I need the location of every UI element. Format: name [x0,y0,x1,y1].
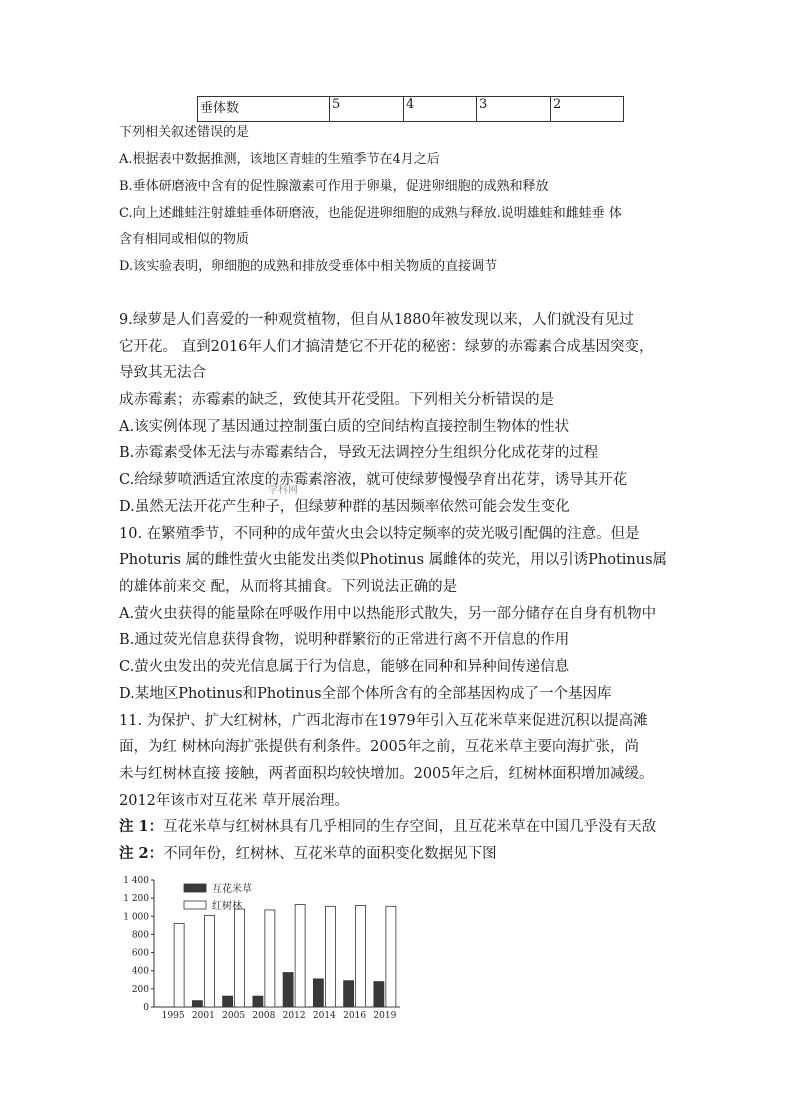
legend-label: 红树林 [212,901,242,912]
bar [223,996,233,1007]
q9-stem: 成赤霉素；赤霉素的缺乏，致使其开花受阻。下列相关分析错误的是 [119,392,554,408]
x-tick-label: 2008 [252,1011,276,1021]
watermark: 学科网 [268,485,298,496]
note-label: 注 1： [119,818,164,835]
table-cell: 5 [330,97,404,122]
q11-stem: 2012年该市对互花米 草开展治理。 [119,793,350,809]
y-tick-label: 800 [131,930,149,941]
q9-option-c: C.给绿萝喷洒适宜浓度的赤霉素溶液，就可使绿萝慢慢孕育出花芽，诱导其开花 [119,472,628,488]
bar [374,982,384,1007]
y-tick-label: 200 [131,984,149,995]
x-tick-label: 2012 [282,1011,306,1021]
q11-stem: 未与红树林直接 接触，两者面积均较快增加。2005年之后，红树林面积增加减缓。 [119,766,654,782]
x-tick-label: 2001 [191,1011,215,1021]
bar [325,906,335,1007]
legend-swatch [184,901,206,909]
q10-option-a: A.萤火虫获得的能量除在呼吸作用中以热能形式散失，另一部分储存在自身有机物中 [119,606,657,622]
x-tick-label: 2014 [312,1011,336,1021]
area-bar-chart [116,874,406,1022]
q10-option-c: C.萤火虫发出的荧光信息属于行为信息，能够在同种和异种间传递信息 [119,659,570,675]
bar [386,906,396,1007]
table-row [198,97,624,122]
q11-stem: 11. 为保护、扩大红树林，广西北海市在1979年引入互花米草来促进沉积以提高滩 [119,713,648,729]
table-cell: 2 [551,97,624,122]
bar [192,1001,202,1007]
q8-option-a: A.根据表中数据推测，该地区青蛙的生殖季节在4月之后 [119,152,440,167]
y-tick-label: 1 200 [123,894,149,905]
q8-option-c-cont: 含有相同或相似的物质 [119,232,250,247]
note-label: 注 2： [119,845,164,862]
table-cell: 4 [404,97,477,122]
y-tick-label: 0 [143,1003,149,1013]
bar [283,973,293,1007]
bar [344,981,354,1007]
q8-option-b: B.垂体研磨液中含有的促性腺激素可作用于卵巢，促进卵细胞的成熟和释放 [119,179,549,194]
q10-stem: Photuris 属的雌性萤火虫能发出类似Photinus 属雌体的荧光，用以引诱Photinus属 [119,552,668,568]
x-tick-label: 2016 [343,1011,367,1021]
q10-stem: 10. 在繁殖季节，不同种的成年萤火虫会以特定频率的荧光吸引配偶的注意。但是 [119,526,640,542]
x-tick-label: 2005 [222,1011,246,1021]
q9-stem: 它开花。 直到2016年人们才搞清楚它不开花的秘密：绿萝的赤霉素合成基因突变， [119,339,654,355]
bar [235,909,245,1007]
q8-option-c: C.向上述雌蛙注射雄蛙垂体研磨液，也能促进卵细胞的成熟与释放.说明雄蛙和雌蛙垂 体 [119,206,622,221]
y-tick-label: 1 000 [123,912,149,923]
bar [174,924,184,1007]
bar [295,904,305,1007]
bar [204,915,214,1007]
note-text: 互花米草与红树林具有几乎相同的生存空间，且互花米草在中国几乎没有天敌 [163,819,657,835]
q9-option-b: B.赤霉素受体无法与赤霉素结合，导致无法调控分生组织分化成花芽的过程 [119,445,599,461]
bar [356,905,366,1007]
q10-stem: 的雄体前来交 配，从而将其捕食。下列说法正确的是 [119,579,458,595]
x-tick-label: 2019 [373,1011,397,1021]
q9-stem: 9.绿萝是人们喜爱的一种观赏植物，但自从1880年被发现以来，人们就没有见过 [119,312,634,328]
q8-prompt: 下列相关叙述错误的是 [119,125,250,140]
bar [253,996,263,1007]
table-row-label: 垂体数 [198,97,330,122]
q11-note-2 [119,845,497,863]
x-tick-label: 1995 [161,1011,185,1021]
q10-option-d: D.某地区Photinus和Photinus全部个体所含有的全部基因构成了一个基因库 [119,686,612,702]
pituitary-table [197,96,624,122]
q11-note-1 [119,818,656,836]
q8-option-d: D.该实验表明，卵细胞的成熟和排放受垂体中相关物质的直接调节 [119,259,498,274]
q10-option-b: B.通过荧光信息获得食物，说明种群繁衍的正常进行离不开信息的作用 [119,632,570,648]
table-cell: 3 [477,97,551,122]
legend-swatch [184,884,206,892]
y-tick-label: 400 [131,966,149,977]
y-tick-label: 1 400 [123,876,149,886]
bar [265,910,275,1007]
y-tick-label: 600 [131,948,149,959]
q9-stem: 导致其无法合 [119,365,206,381]
q11-stem: 面，为红 树林向海扩张提供有利条件。2005年之前，互花米草主要向海扩张，尚 [119,739,640,755]
q9-option-a: A.该实例体现了基因通过控制蛋白质的空间结构直接控制生物体的性状 [119,419,570,435]
q9-option-d: D.虽然无法开花产生种子，但绿萝种群的基因频率依然可能会发生变化 [119,499,570,515]
bar [313,979,323,1007]
legend-label: 互花米草 [212,884,252,895]
note-text: 不同年份，红树林、互花米草的面积变化数据见下图 [163,846,497,862]
